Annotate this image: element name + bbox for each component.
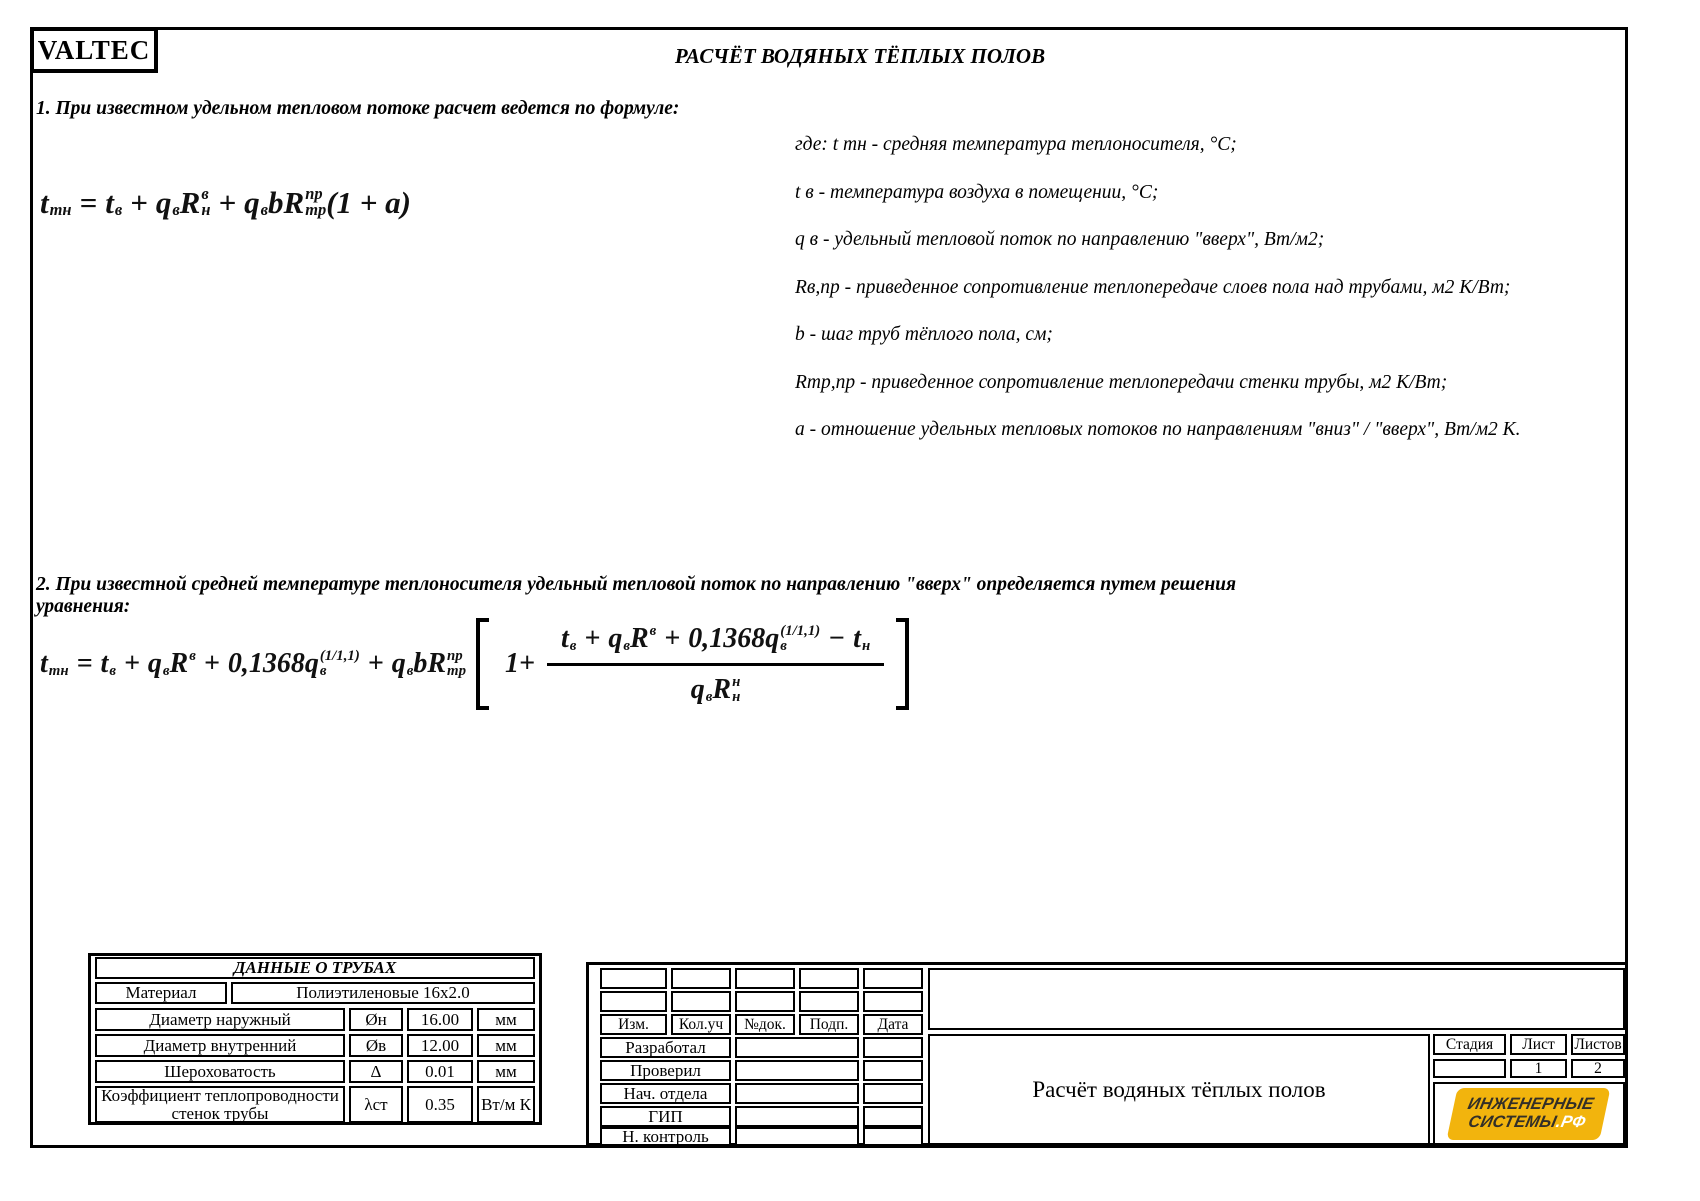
empty-cell [863, 991, 923, 1012]
math-operator: + [664, 622, 681, 654]
rev-header-izm: Изм. [600, 1014, 667, 1035]
formula-2 [40, 618, 909, 710]
empty-cell [863, 1060, 923, 1081]
math-token: b [413, 648, 428, 680]
formula-1-row [40, 186, 411, 219]
stage-value [1433, 1059, 1506, 1078]
sign-role: Разработал [600, 1037, 731, 1058]
math-token: R в н [179, 184, 211, 220]
logo-line-2: СИСТЕМЫ.РФ [1466, 1113, 1588, 1131]
math-operator: + [218, 184, 237, 220]
math-token: q в [244, 184, 268, 220]
param-value: 12.00 [407, 1034, 473, 1057]
empty-cell [735, 1083, 859, 1104]
fraction-denominator [547, 663, 884, 707]
empty-cell [863, 968, 923, 989]
param-name: Коэффициент теплопроводности стенок трубы [95, 1086, 345, 1123]
var-definition-line: a - отношение удельных тепловых потоков по направлениям "вниз" / "вверх", Вт/м2 К. [795, 419, 1521, 440]
rev-header-ndok: №док. [735, 1014, 795, 1035]
sheets-value: 2 [1571, 1059, 1625, 1078]
param-name: Диаметр наружный [95, 1008, 345, 1031]
math-token: (1 + a) [326, 184, 411, 220]
engineering-systems-logo [1447, 1088, 1611, 1140]
rev-header-koluch: Кол.уч [671, 1014, 731, 1035]
math-token: t в [100, 648, 116, 680]
section-2-heading: 2. При известной средней температуре теплоносителя удельный тепловой поток по направлению "вверх" определяется путем решения уравнения: [36, 574, 1237, 617]
math-token: q в [690, 673, 713, 705]
empty-cell [863, 1106, 923, 1127]
empty-cell [928, 968, 1625, 1030]
param-symbol: Δ [349, 1060, 403, 1083]
var-definition-line: b - шаг труб тёплого пола, см; [795, 324, 1053, 345]
param-unit: мм [477, 1008, 535, 1031]
math-token: t тн [40, 648, 69, 680]
fraction [547, 622, 884, 706]
math-token: 0,1368 [227, 648, 305, 680]
math-operator: + [203, 648, 220, 680]
empty-cell [600, 968, 667, 989]
sign-role: Нач. отдела [600, 1083, 731, 1104]
fraction-numerator [547, 622, 884, 663]
math-token: q (1/1,1) в [765, 622, 821, 654]
logo-line-1: ИНЖЕНЕРНЫЕ [1466, 1094, 1596, 1113]
math-token: t в [105, 184, 123, 220]
empty-cell [735, 1127, 859, 1146]
math-operator: − [828, 622, 846, 654]
param-value: 0.01 [407, 1060, 473, 1083]
sheet-value: 1 [1510, 1059, 1567, 1078]
math-token: R в [629, 622, 657, 654]
math-operator: = [76, 648, 93, 680]
param-symbol: Øв [349, 1034, 403, 1057]
math-token: b [268, 184, 284, 220]
math-operator: + [130, 184, 148, 220]
var-definition-line: q в - удельный тепловой поток по направлению "вверх", Вт/м2; [795, 229, 1325, 250]
rev-header-podp: Подп. [799, 1014, 859, 1035]
param-value: 0.35 [407, 1086, 473, 1123]
empty-cell [799, 991, 859, 1012]
empty-cell [799, 968, 859, 989]
empty-cell [863, 1037, 923, 1058]
page-title: РАСЧЁТ ВОДЯНЫХ ТЁПЛЫХ ПОЛОВ [674, 44, 1046, 68]
param-unit: Вт/м К [477, 1086, 535, 1123]
math-token: t в [560, 622, 577, 654]
param-value: 16.00 [407, 1008, 473, 1031]
var-definition-line: где: t тн - средняя температура теплоносителя, °С; [795, 134, 1237, 155]
formula-2-lead [40, 649, 466, 679]
empty-cell [735, 968, 795, 989]
var-definition-line: t в - температура воздуха в помещении, °С; [795, 181, 1159, 203]
empty-cell [671, 968, 731, 989]
param-name: Диаметр внутренний [95, 1034, 345, 1057]
empty-cell [735, 1106, 859, 1127]
sheets-label: Листов [1571, 1034, 1625, 1055]
param-unit: мм [477, 1060, 535, 1083]
stage-label: Стадия [1433, 1034, 1506, 1055]
sign-role: Проверил [600, 1060, 731, 1081]
math-token: t тн [40, 184, 72, 220]
empty-cell [863, 1127, 923, 1146]
math-token: R н н [712, 673, 741, 705]
empty-cell [671, 991, 731, 1012]
math-token: t н [853, 622, 871, 654]
empty-cell [600, 991, 667, 1012]
sign-role: ГИП [600, 1106, 731, 1127]
math-token: R пр тр [283, 184, 327, 220]
math-operator: + [123, 648, 140, 680]
document-name: Расчёт водяных тёплых полов [928, 1034, 1430, 1145]
left-square-bracket [476, 618, 489, 710]
empty-cell [735, 1060, 859, 1081]
math-token: q в [155, 184, 180, 220]
var-definition-line: Rв,пр - приведенное сопротивление теплопередаче слоев пола над трубами, м2 К/Вт; [795, 276, 1511, 298]
right-square-bracket [896, 618, 909, 710]
param-symbol: λст [349, 1086, 403, 1123]
math-token: q в [608, 622, 630, 654]
param-unit: мм [477, 1034, 535, 1057]
empty-cell [735, 991, 795, 1012]
math-token: R в [169, 648, 196, 680]
rev-header-data: Дата [863, 1014, 923, 1035]
empty-cell [863, 1083, 923, 1104]
math-token: 0,1368 [688, 622, 766, 654]
formula-1 [40, 186, 411, 219]
math-token: q в [391, 648, 414, 680]
pipe-table-title: ДАННЫЕ О ТРУБАХ [95, 957, 535, 979]
logo-rf-suffix: .РФ [1554, 1113, 1588, 1131]
material-label: Материал [95, 982, 227, 1004]
math-token: q в [147, 648, 170, 680]
param-symbol: Øн [349, 1008, 403, 1031]
bracket-lead: 1+ [505, 648, 535, 680]
var-definition-line: Rтр,пр - приведенное сопротивление теплопередачи стенки трубы, м2 К/Вт; [795, 371, 1448, 393]
math-operator: + [367, 648, 384, 680]
formula-2-bracket-content [495, 618, 890, 710]
math-operator: + [584, 622, 601, 654]
engineering-systems-logo-cell [1433, 1082, 1625, 1145]
section-1-heading: 1. При известном удельном тепловом потоке расчет ведется по формуле: [36, 98, 680, 119]
math-token: R пр тр [427, 648, 466, 680]
sheet-label: Лист [1510, 1034, 1567, 1055]
sign-role: Н. контроль [600, 1127, 731, 1146]
empty-cell [735, 1037, 859, 1058]
material-value: Полиэтиленовые 16x2.0 [231, 982, 535, 1004]
math-token: q (1/1,1) в [304, 648, 360, 680]
variable-definitions [795, 134, 1521, 467]
param-name: Шероховатость [95, 1060, 345, 1083]
valtec-logo-text: VALTEC [37, 34, 151, 65]
math-operator: = [79, 184, 98, 220]
